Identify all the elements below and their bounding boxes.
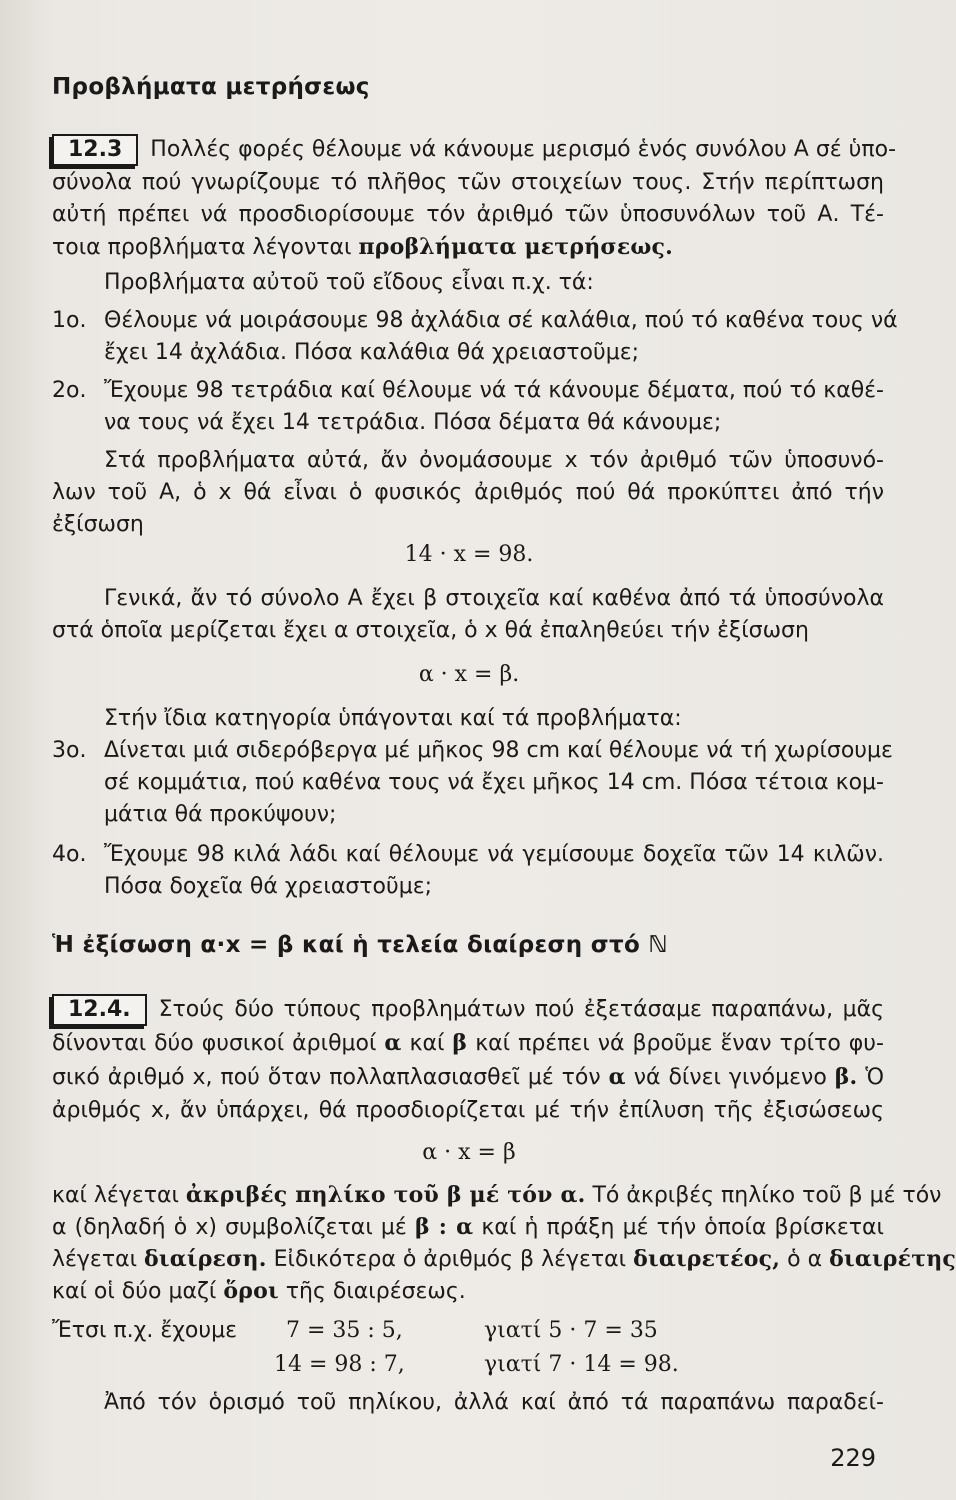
paragraph-line: λων τοῦ Α, ὁ x θά εἶναι ὁ φυσικός ἀριθμός πού θά προκύπτει ἀπό τήν <box>52 480 884 505</box>
page-number: 229 <box>830 1444 876 1472</box>
bold-term: προβλήματα μετρήσεως. <box>358 234 674 260</box>
example-line: μάτια θά προκύψουν; <box>104 802 337 827</box>
example-number: 2ο. <box>52 378 87 403</box>
paragraph-line: στά ὁποῖα μερίζεται ἔχει α στοιχεῖα, ὁ x θά ἐπαληθεύει τήν ἐξίσωση <box>52 618 809 643</box>
section-title-division: Ἡ ἐξίσωση α·x = β καί ἡ τελεία διαίρεση στό ℕ <box>52 932 668 958</box>
paragraph-line: 12.3 Πολλές φορές θέλουμε νά κάνουμε μερισμό ἑνός συνόλου Α σέ ὑπο- <box>52 134 884 166</box>
paragraph-line: ἀριθμός x, ἄν ὑπάρχει, θά προσδιορίζεται μέ τήν ἐπίλυση τῆς ἐξισώσεως <box>52 1098 884 1123</box>
section-title-measurement: Προβλήματα μετρήσεως <box>52 74 370 100</box>
paragraph-line: καί οἱ δύο μαζί ὅροι τῆς διαιρέσεως. <box>52 1278 466 1304</box>
example-line: Ἔχουμε 98 κιλά λάδι καί θέλουμε νά γεμίσουμε δοχεῖα τῶν 14 κιλῶν. <box>104 842 884 867</box>
example-line: ἔχει 14 ἀχλάδια. Πόσα καλάθια θά χρειαστοῦμε; <box>104 340 640 365</box>
example-line: να τους νά ἔχει 14 τετράδια. Πόσα δέματα θά κάνουμε; <box>104 410 722 435</box>
paragraph-line: καί λέγεται ἀκριβές πηλίκο τοῦ β μέ τόν α. Τό ἀκριβές πηλίκο τοῦ β μέ τόν <box>52 1182 942 1208</box>
section-number-box: 12.4. <box>52 994 147 1026</box>
paragraph-line: Στά προβλήματα αὐτά, ἄν ὀνομάσουμε x τόν ἀριθμό τῶν ὑποσυνό- <box>104 448 884 473</box>
paragraph-line: σικό ἀριθμό x, πού ὅταν πολλαπλασιασθεῖ μέ τόν α νά δίνει γινόμενο β. Ὁ <box>52 1064 885 1090</box>
example-number: 3ο. <box>52 738 87 763</box>
paragraph-line: Ἀπό τόν ὁρισμό τοῦ πηλίκου, ἀλλά καί ἀπό τά παραπάνω παραδεί- <box>104 1390 884 1415</box>
examples-intro: Προβλήματα αὐτοῦ τοῦ εἴδους εἶναι π.χ. τά: <box>104 270 594 295</box>
paragraph-line: Γενικά, ἄν τό σύνολο Α ἔχει β στοιχεῖα καί καθένα ἀπό τά ὑποσύνολα <box>104 586 884 611</box>
example-reason: γιατί 5 · 7 = 35 <box>484 1318 658 1343</box>
paragraph-line: αὐτή πρέπει νά προσδιορίσουμε τόν ἀριθμό τῶν ὑποσυνόλων τοῦ Α. Τέ- <box>52 202 884 227</box>
example-number: 4ο. <box>52 842 87 867</box>
paragraph-line: τοια προβλήματα λέγονται προβλήματα μετρήσεως. <box>52 234 674 260</box>
equation: α · x = β <box>422 1140 516 1165</box>
example-equation: 14 = 98 : 7, <box>274 1352 405 1377</box>
paragraph-line: λέγεται διαίρεση. Εἰδικότερα ὁ ἀριθμός β λέγεται διαιρετέος, ὁ α διαιρέτης <box>52 1246 956 1272</box>
paragraph-line: δίνονται δύο φυσικοί ἀριθμοί α καί β καί πρέπει νά βροῦμε ἕναν τρίτο φυ- <box>52 1030 884 1056</box>
paragraph-line: α (δηλαδή ὁ x) συμβολίζεται μέ β : α καί ἡ πράξη μέ τήν ὁποία βρίσκεται <box>52 1214 884 1240</box>
equation: α · x = β. <box>418 662 520 687</box>
example-line: σέ κομμάτια, πού καθένα τους νά ἔχει μῆκος 14 cm. Πόσα τέτοια κομ- <box>104 770 884 795</box>
paragraph-line: Στήν ἴδια κατηγορία ὑπάγονται καί τά προβλήματα: <box>104 706 682 731</box>
paragraph-line: 12.4. Στούς δύο τύπους προβλημάτων πού ἐξετάσαμε παραπάνω, μᾶς <box>52 994 884 1026</box>
example-line: Θέλουμε νά μοιράσουμε 98 ἀχλάδια σέ καλάθια, πού τό καθένα τους νά <box>104 308 898 333</box>
example-line: Ἔχουμε 98 τετράδια καί θέλουμε νά τά κάνουμε δέματα, πού τό καθέ- <box>104 378 884 403</box>
example-line: Δίνεται μιά σιδερόβεργα μέ μῆκος 98 cm καί θέλουμε νά τή χωρίσουμε <box>104 738 893 763</box>
paragraph-line: σύνολα πού γνωρίζουμε τό πλῆθος τῶν στοιχείων τους. Στήν περίπτωση <box>52 170 884 195</box>
paragraph-line: ἐξίσωση <box>52 512 144 537</box>
example-number: 1ο. <box>52 308 87 333</box>
example-reason: γιατί 7 · 14 = 98. <box>484 1352 679 1377</box>
example-intro: Ἔτσι π.χ. ἔχουμε <box>52 1318 238 1343</box>
example-equation: 7 = 35 : 5, <box>286 1318 403 1343</box>
equation: 14 · x = 98. <box>404 542 534 567</box>
section-number-box: 12.3 <box>52 134 138 166</box>
example-line: Πόσα δοχεῖα θά χρειαστοῦμε; <box>104 874 433 899</box>
